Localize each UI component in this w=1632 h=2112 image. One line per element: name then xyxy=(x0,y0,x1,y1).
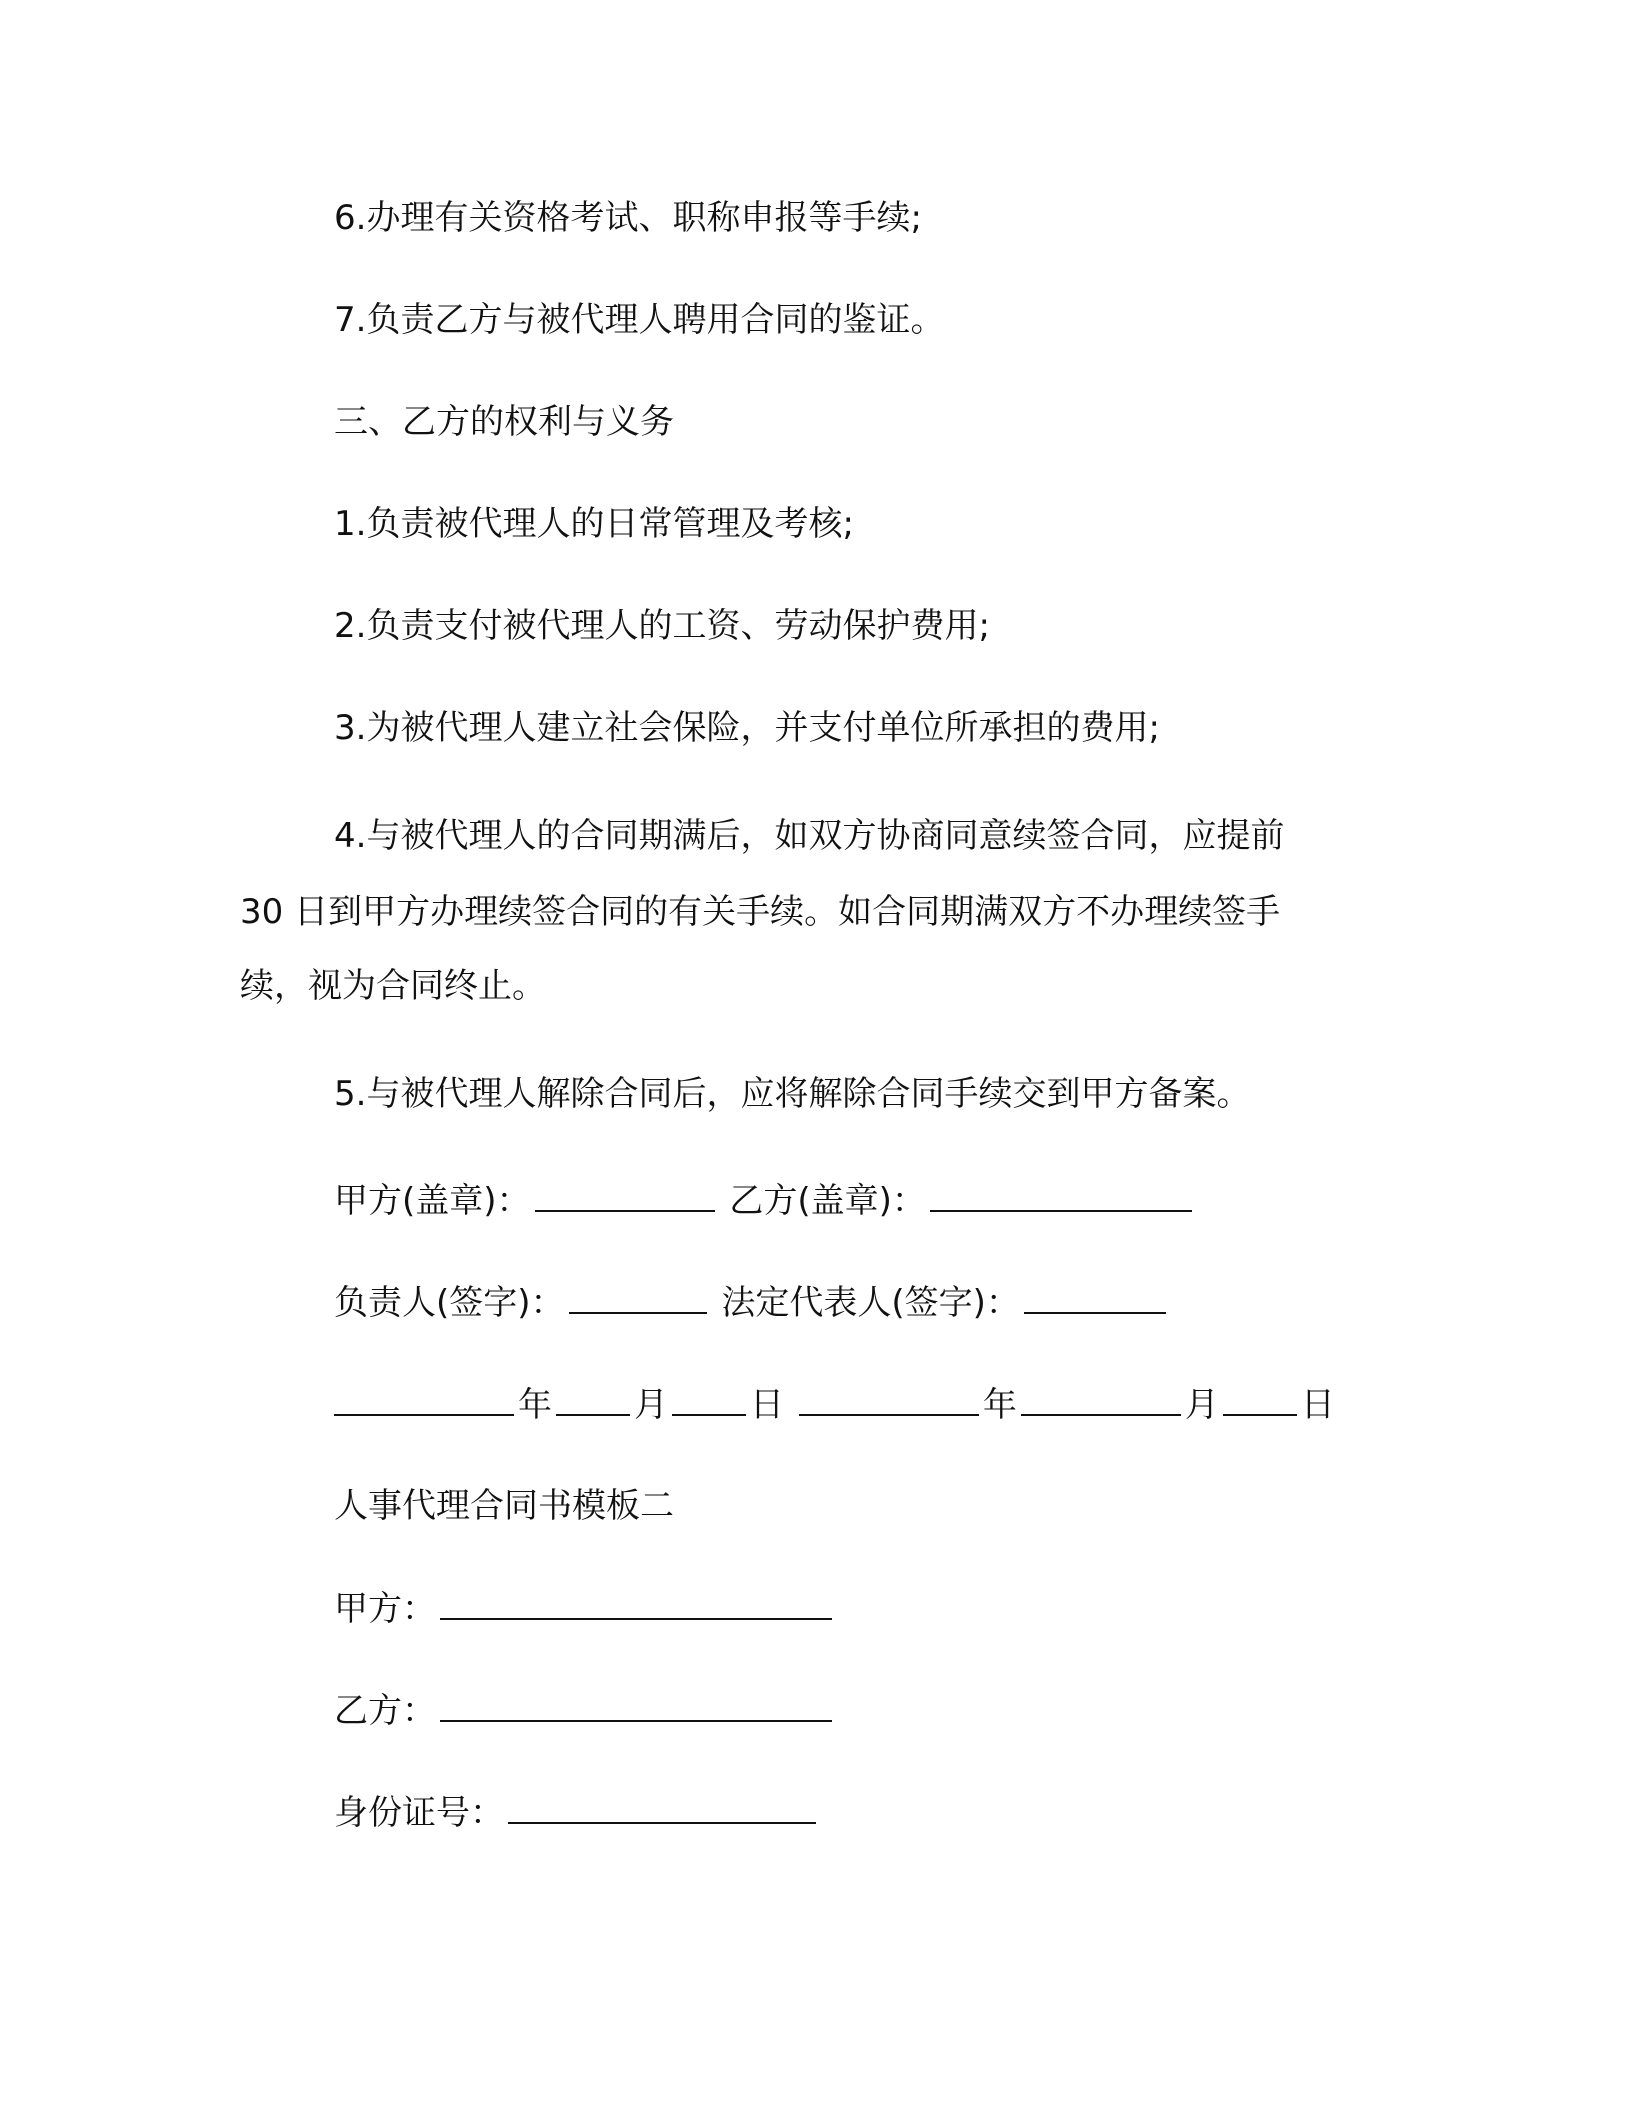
month-label-a: 月 xyxy=(634,1385,668,1425)
clause-b1: 1.负责被代理人的日常管理及考核; xyxy=(334,504,854,544)
clause-b4-line3: 续，视为合同终止。 xyxy=(240,966,546,1006)
section-heading-3: 三、乙方的权利与义务 xyxy=(334,402,674,442)
clause-b3: 3.为被代理人建立社会保险，并支付单位所承担的费用; xyxy=(334,708,1160,748)
template2-id-row xyxy=(334,1792,820,1833)
day-label-a: 日 xyxy=(750,1385,784,1425)
template2-party-b-row xyxy=(334,1690,836,1731)
clause-b2: 2.负责支付被代理人的工资、劳动保护费用; xyxy=(334,606,990,646)
clause-b4-line2: 30 日到甲方办理续签合同的有关手续。如合同期满双方不办理续签手 xyxy=(240,892,1281,932)
day-blank-b xyxy=(1223,1384,1297,1416)
party-a-seal-blank xyxy=(535,1180,715,1212)
clause-b5: 5.与被代理人解除合同后，应将解除合同手续交到甲方备案。 xyxy=(334,1074,1251,1114)
party-a-seal-label: 甲方(盖章)： xyxy=(334,1181,531,1221)
year-label-a: 年 xyxy=(518,1385,552,1425)
day-blank-a xyxy=(672,1384,746,1416)
date-row xyxy=(334,1384,1335,1425)
template2-id-label: 身份证号： xyxy=(334,1793,504,1833)
day-label-b: 日 xyxy=(1300,1385,1335,1425)
party-b-seal-blank xyxy=(930,1180,1192,1212)
year-label-b: 年 xyxy=(982,1385,1017,1425)
template2-id-blank xyxy=(508,1792,816,1824)
clause-b4-line1: 4.与被代理人的合同期满后，如双方协商同意续签合同，应提前 xyxy=(334,816,1285,856)
template2-party-a-blank xyxy=(440,1588,832,1620)
seal-row xyxy=(334,1180,1196,1221)
month-blank-a xyxy=(556,1384,630,1416)
template2-party-b-label: 乙方： xyxy=(334,1691,436,1731)
clause-a6: 6.办理有关资格考试、职称申报等手续; xyxy=(334,198,922,238)
template2-party-a-label: 甲方： xyxy=(334,1589,436,1629)
year-blank-b xyxy=(799,1384,979,1416)
template2-party-b-blank xyxy=(440,1690,832,1722)
party-b-seal-label: 乙方(盖章)： xyxy=(729,1181,926,1221)
sign-row xyxy=(334,1282,1170,1323)
person-in-charge-blank xyxy=(569,1282,707,1314)
template2-title: 人事代理合同书模板二 xyxy=(334,1486,674,1526)
template2-party-a-row xyxy=(334,1588,836,1629)
year-blank-a xyxy=(334,1384,514,1416)
month-blank-b xyxy=(1021,1384,1181,1416)
legal-rep-label: 法定代表人(签字)： xyxy=(721,1283,1020,1323)
month-label-b: 月 xyxy=(1184,1385,1219,1425)
person-in-charge-label: 负责人(签字)： xyxy=(334,1283,565,1323)
clause-a7: 7.负责乙方与被代理人聘用合同的鉴证。 xyxy=(334,300,945,340)
legal-rep-blank xyxy=(1024,1282,1166,1314)
